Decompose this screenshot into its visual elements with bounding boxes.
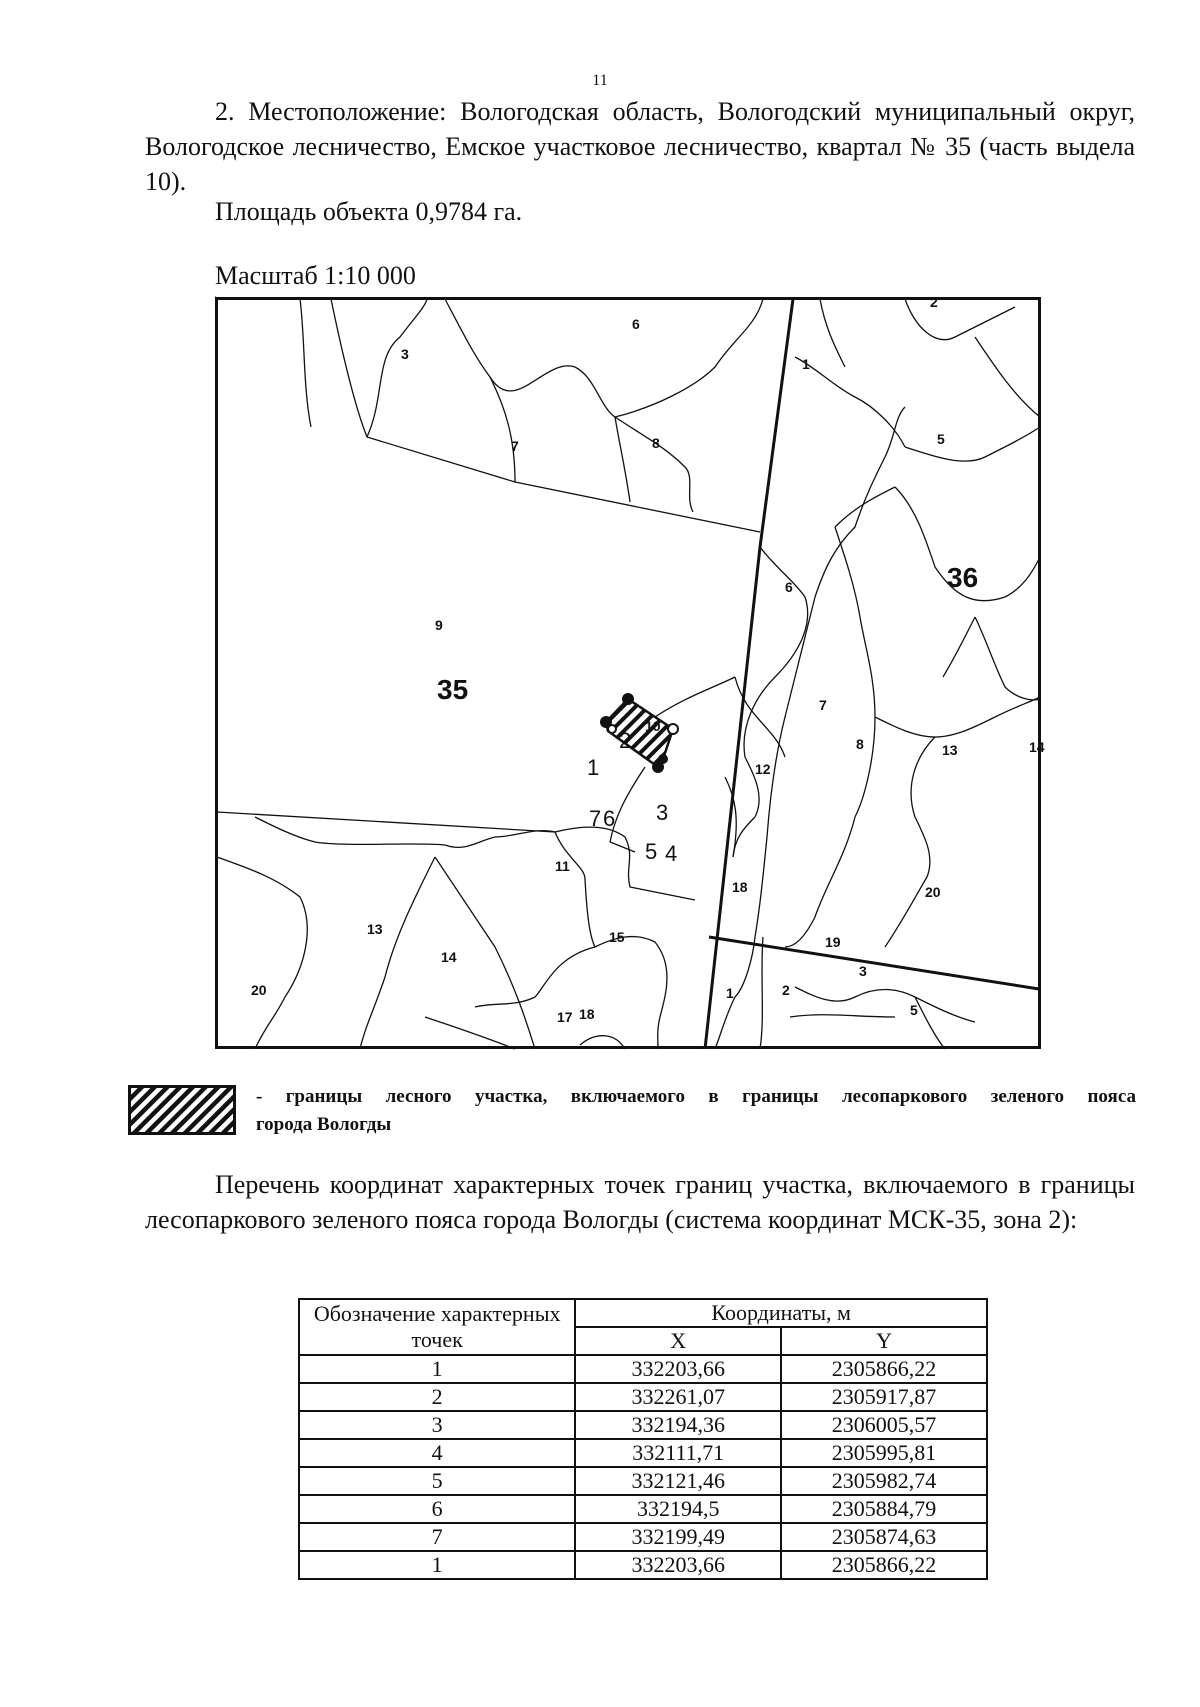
header-x: X (575, 1327, 781, 1355)
subdivision-label: 1 (726, 985, 734, 1001)
subdivision-label: 12 (755, 761, 771, 777)
area-line: Площадь объекта 0,9784 га. (215, 197, 523, 226)
header-y: Y (781, 1327, 987, 1355)
table-row (299, 1411, 987, 1439)
table-row (299, 1355, 987, 1383)
subdivision-label: 18 (732, 879, 748, 895)
cell-point: 1 (299, 1551, 575, 1579)
subdivision-label: 10 (645, 718, 661, 734)
legend-text (256, 1083, 1136, 1139)
quarter-label-36: 36 (947, 562, 979, 593)
subdivision-label: 14 (441, 949, 457, 965)
subdivision-label: 18 (579, 1006, 595, 1022)
cell-x: 332121,46 (575, 1467, 781, 1495)
point-label-4: 4 (665, 841, 678, 866)
header-point: Обозначение характерных точек (299, 1299, 575, 1355)
subdivision-label: 6 (785, 579, 793, 595)
cell-point: 6 (299, 1495, 575, 1523)
subdivision-label: 7 (511, 438, 519, 454)
subdivision-label: 2 (782, 982, 790, 998)
cell-x: 332194,36 (575, 1411, 781, 1439)
subdivision-label: 9 (435, 617, 443, 633)
table-row (299, 1495, 987, 1523)
subdivision-label: 3 (859, 963, 867, 979)
cell-point: 7 (299, 1523, 575, 1551)
subdivision-label: 8 (856, 736, 864, 752)
subdivision-label: 13 (942, 742, 958, 758)
subdivision-label: 6 (632, 316, 640, 332)
subdivision-label: 1 (802, 356, 810, 372)
legend-line-1: - границы лесного участка, включаемого в границы лесопаркового зеленого пояса (256, 1086, 1136, 1107)
quarter-label-35: 35 (437, 674, 469, 705)
header-coords: Координаты, м (575, 1299, 987, 1327)
cell-y: 2305866,22 (781, 1551, 987, 1579)
point-label-1: 1 (587, 755, 600, 780)
table-row (299, 1523, 987, 1551)
subdivision-label: 2 (930, 294, 938, 310)
subdivision-label: 5 (937, 431, 945, 447)
cell-y: 2305982,74 (781, 1467, 987, 1495)
cell-y: 2305995,81 (781, 1439, 987, 1467)
cell-x: 332203,66 (575, 1551, 781, 1579)
legend-line-2: города Вологды (256, 1114, 392, 1135)
cell-point: 3 (299, 1411, 575, 1439)
subdivision-label: 20 (251, 982, 267, 998)
cell-x: 332199,49 (575, 1523, 781, 1551)
page-number: 11 (592, 72, 608, 89)
subdivision-label: 11 (555, 858, 570, 874)
subdivision-label: 17 (557, 1009, 573, 1025)
cell-point: 2 (299, 1383, 575, 1411)
subdivision-label: 14 (1029, 739, 1045, 755)
scale-line: Масштаб 1:10 000 (215, 261, 416, 290)
subdivision-label: 8 (652, 435, 660, 451)
subdivision-label: 19 (825, 934, 841, 950)
point-label-7: 7 (589, 806, 602, 831)
point-label-5: 5 (645, 839, 658, 864)
point-label-2: 2 (619, 728, 632, 753)
subdivision-label: 5 (910, 1002, 918, 1018)
subdivision-label: 13 (367, 921, 383, 937)
location-paragraph: 2. Местоположение: Вологодская область, Вологодский муниципальный округ, Вологодское лесничество, Емское участковое лесничество, квартал № 35 (часть выдела 10). (145, 97, 1135, 196)
cell-y: 2306005,57 (781, 1411, 987, 1439)
cell-x: 332261,07 (575, 1383, 781, 1411)
cell-y: 2305866,22 (781, 1355, 987, 1383)
table-row (299, 1551, 987, 1579)
point-label-3: 3 (656, 800, 669, 825)
cell-x: 332203,66 (575, 1355, 781, 1383)
subdivision-label: 15 (609, 929, 625, 945)
cell-point: 4 (299, 1439, 575, 1467)
cell-y: 2305874,63 (781, 1523, 987, 1551)
table-row (299, 1467, 987, 1495)
table-row (299, 1383, 987, 1411)
cell-point: 1 (299, 1355, 575, 1383)
table-row (299, 1439, 987, 1467)
hatched-swatch-icon (128, 1085, 236, 1135)
coordinates-list-paragraph: Перечень координат характерных точек границ участка, включаемого в границы лесопаркового зеленого пояса города Вологды (система координат МСК-35, зона 2): (145, 1170, 1135, 1234)
subdivision-label: 7 (819, 697, 827, 713)
coordinates-table (298, 1298, 988, 1580)
cell-x: 332111,71 (575, 1439, 781, 1467)
cell-point: 5 (299, 1467, 575, 1495)
forest-map (215, 294, 1045, 1049)
point-label-6: 6 (603, 806, 616, 831)
subdivision-label: 20 (925, 884, 941, 900)
cell-y: 2305884,79 (781, 1495, 987, 1523)
cell-y: 2305917,87 (781, 1383, 987, 1411)
subdivision-label: 3 (401, 346, 409, 362)
cell-x: 332194,5 (575, 1495, 781, 1523)
map-frame (217, 299, 1040, 1048)
